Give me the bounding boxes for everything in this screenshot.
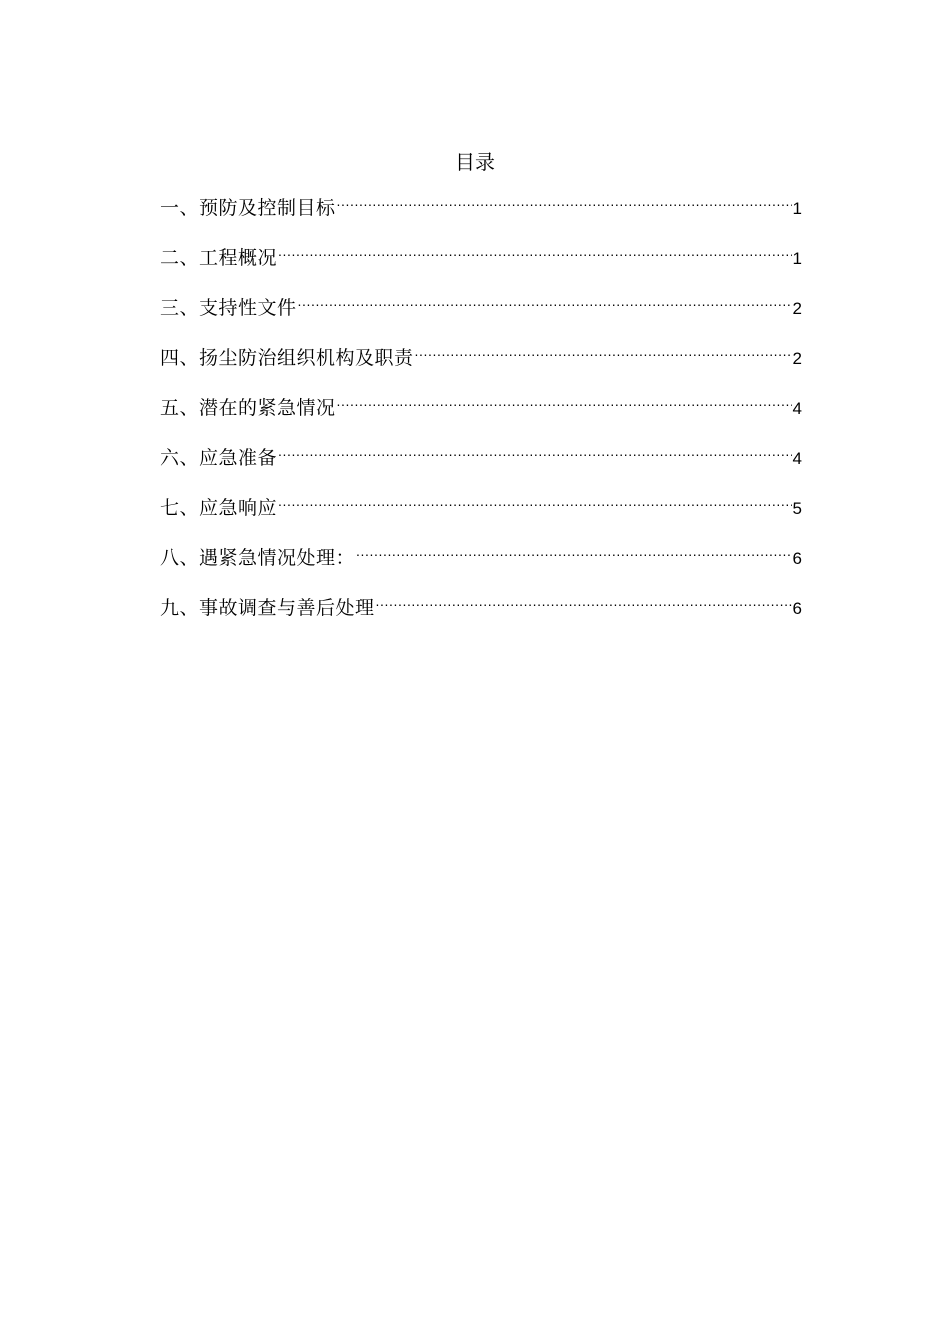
toc-dot-leader bbox=[278, 234, 792, 264]
toc-entry[interactable] bbox=[160, 384, 802, 434]
toc-entry[interactable] bbox=[160, 434, 802, 484]
toc-list bbox=[160, 184, 802, 634]
toc-entry-text: 八、遇紧急情况处理： bbox=[160, 547, 356, 569]
toc-entry-text: 七、应急响应 bbox=[160, 497, 278, 519]
toc-entry-text: 九、事故调查与善后处理 bbox=[160, 597, 375, 619]
toc-dot-leader bbox=[278, 434, 792, 464]
toc-entry-text: 四、扬尘防治组织机构及职责 bbox=[160, 347, 414, 369]
toc-entry-page: 6 bbox=[792, 599, 802, 618]
toc-dot-leader bbox=[415, 334, 792, 364]
toc-dot-leader bbox=[298, 284, 792, 314]
toc-entry-text: 六、应急准备 bbox=[160, 447, 278, 469]
toc-entry[interactable] bbox=[160, 184, 802, 234]
toc-entry-page: 4 bbox=[792, 399, 802, 418]
toc-entry-page: 4 bbox=[792, 449, 802, 468]
toc-dot-leader bbox=[376, 584, 792, 614]
toc-entry-text: 二、工程概况 bbox=[160, 247, 278, 269]
toc-title: 目录 bbox=[455, 150, 495, 174]
toc-entry-page: 6 bbox=[792, 549, 802, 568]
toc-entry[interactable] bbox=[160, 584, 802, 634]
toc-entry-page: 2 bbox=[792, 349, 802, 368]
toc-entry[interactable] bbox=[160, 534, 802, 584]
toc-entry-text: 三、支持性文件 bbox=[160, 297, 297, 319]
toc-entry[interactable] bbox=[160, 284, 802, 334]
toc-dot-leader bbox=[337, 384, 792, 414]
toc-entry-page: 1 bbox=[792, 199, 802, 218]
toc-dot-leader bbox=[278, 484, 792, 514]
toc-entry-text: 五、潜在的紧急情况 bbox=[160, 397, 336, 419]
toc-entry[interactable] bbox=[160, 334, 802, 384]
toc-entry-page: 2 bbox=[792, 299, 802, 318]
toc-dot-leader bbox=[356, 534, 792, 564]
toc-dot-leader bbox=[337, 184, 792, 214]
toc-entry[interactable] bbox=[160, 234, 802, 284]
toc-entry-text: 一、预防及控制目标 bbox=[160, 197, 336, 219]
toc-entry[interactable] bbox=[160, 484, 802, 534]
toc-entry-page: 5 bbox=[792, 499, 802, 518]
toc-entry-page: 1 bbox=[792, 249, 802, 268]
